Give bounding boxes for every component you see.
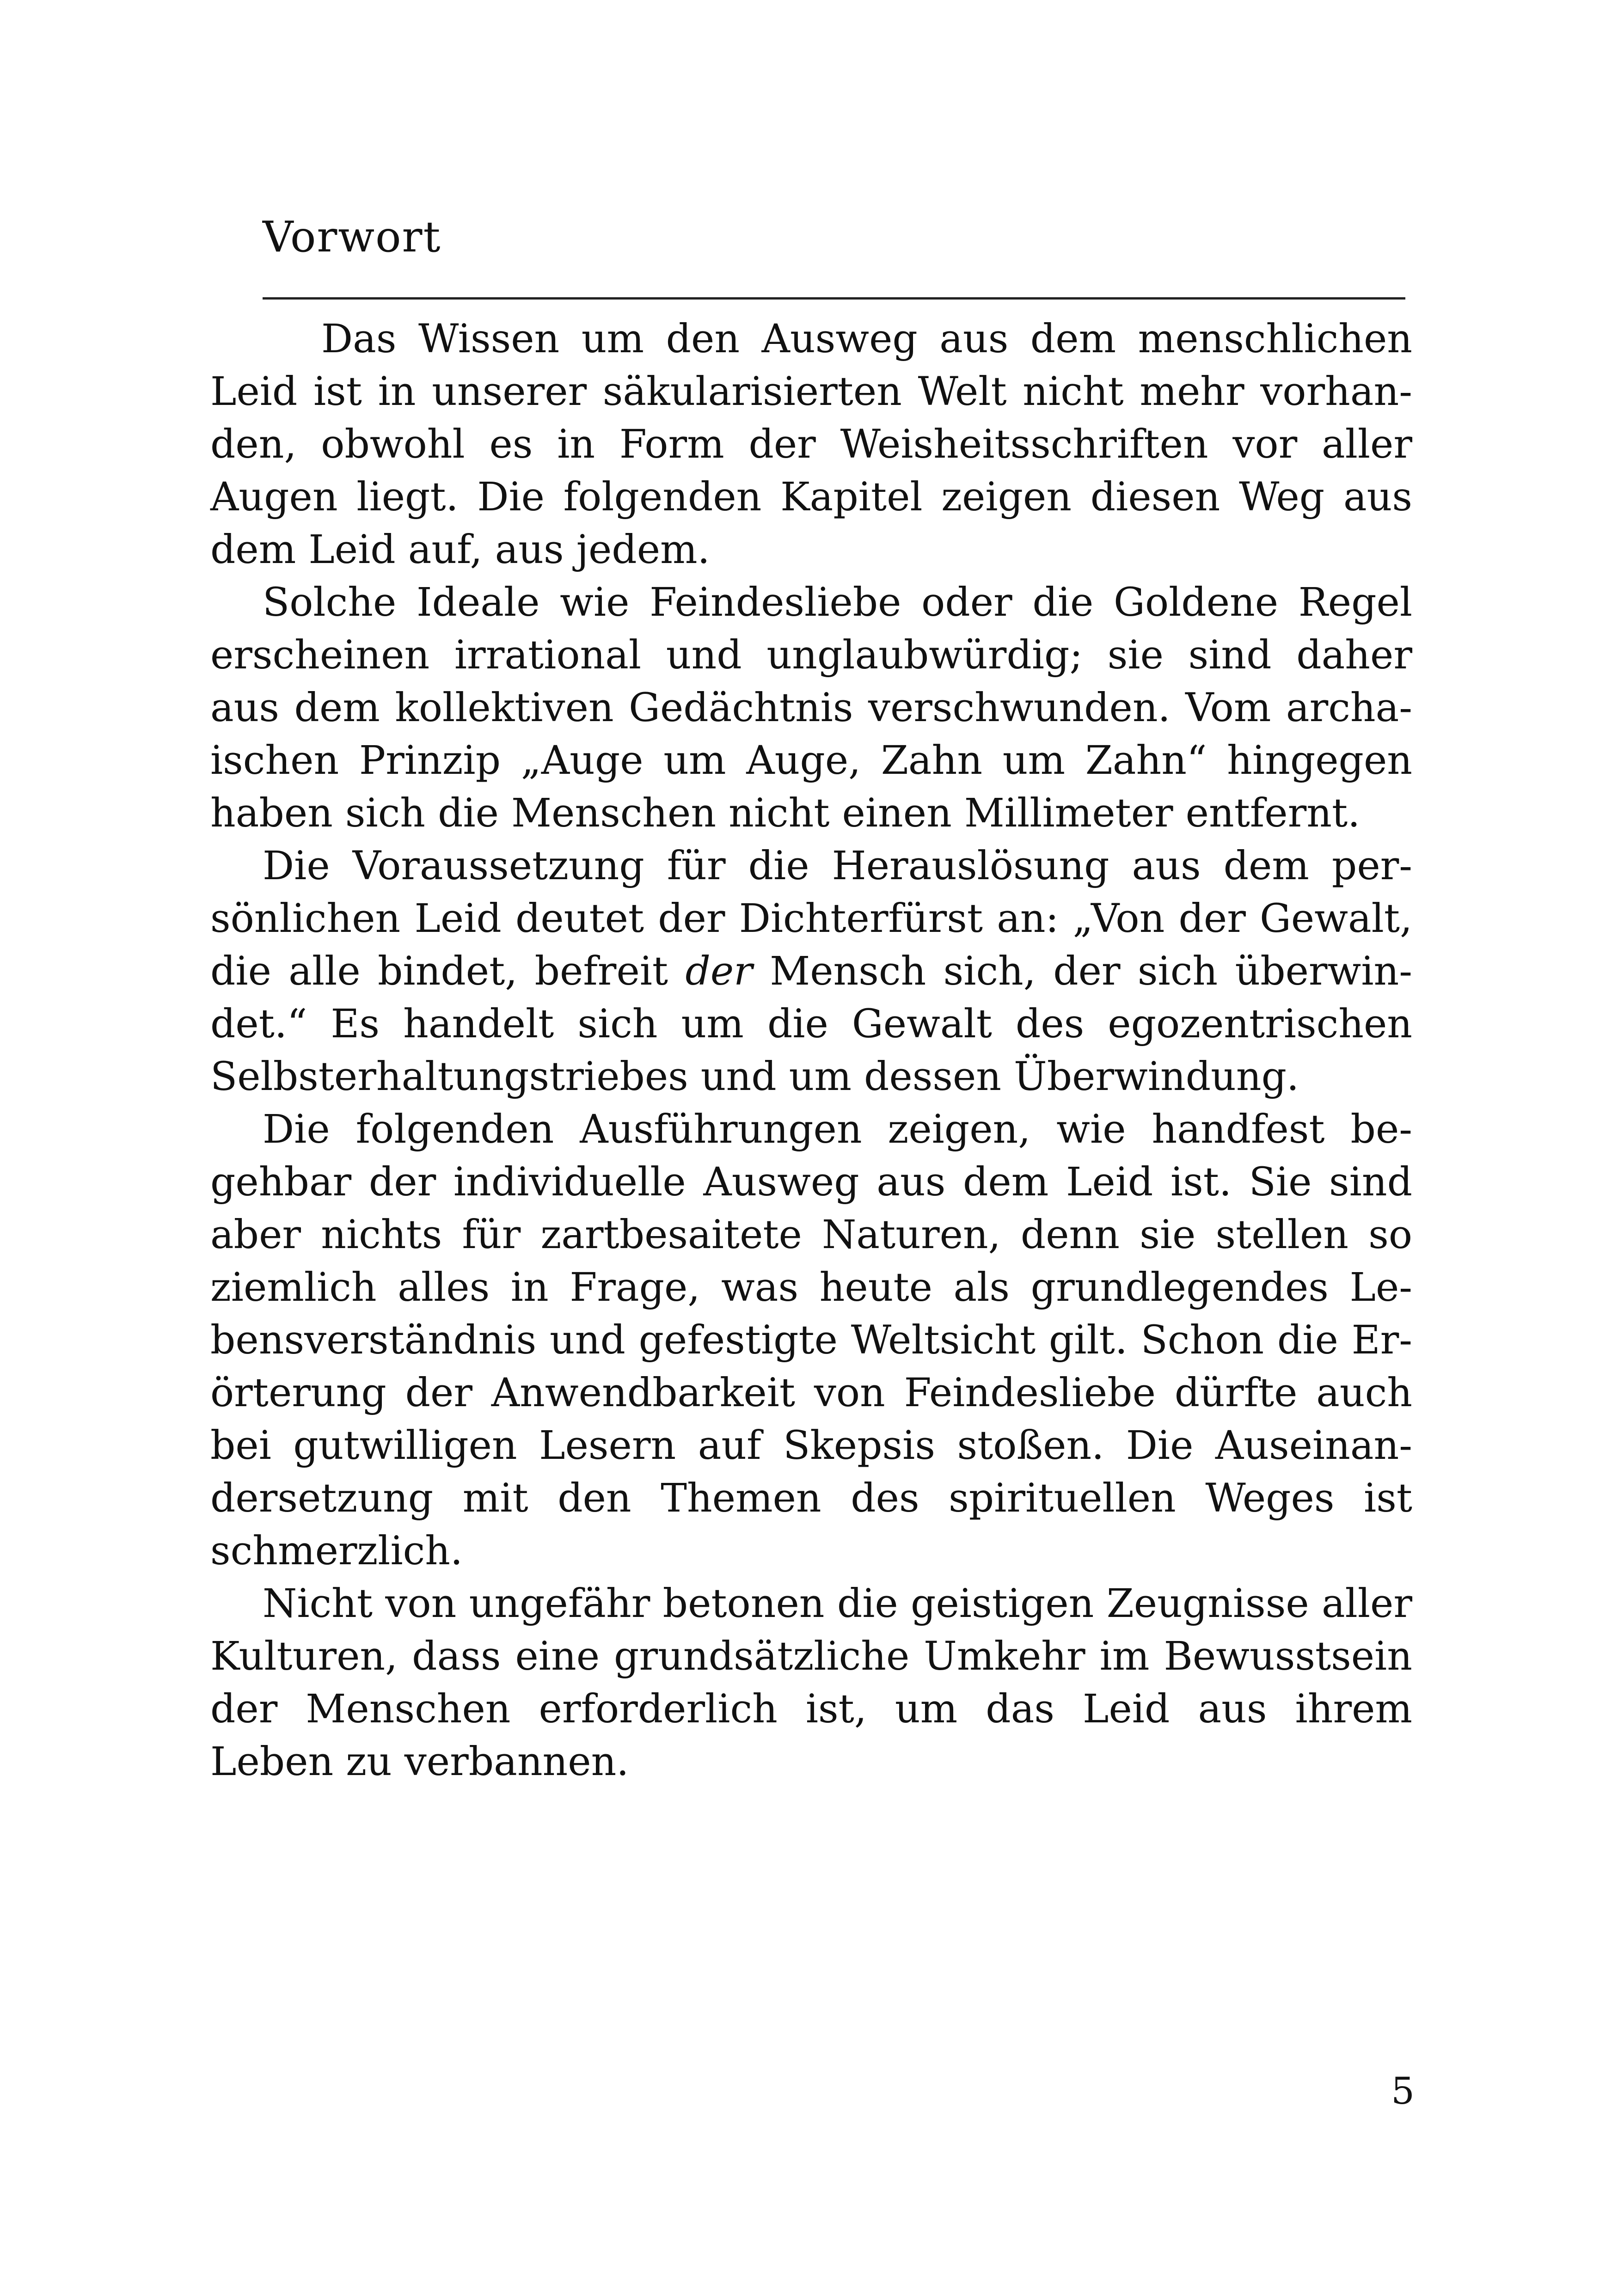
paragraph-5: Nicht von ungefähr betonen die geistigen Zeugnisse aller Kulturen, dass eine grundsätzliche Umkehr im Bewusstsein der Menschen erforderlich ist, um das Leid aus ihrem Leben zu verbannen.: [210, 1581, 1412, 1785]
paragraph-1: Das Wissen um den Ausweg aus dem menschlichen Leid ist in unserer säkularisierten Welt nicht mehr vorhanden, obwohl es in Form der Weisheitsschriften vor aller Augen liegt. Die folgenden Kapitel zeigen diesen Weg aus dem Leid auf, aus jedem.: [210, 316, 1412, 573]
paragraph-3: [210, 840, 1412, 1103]
paragraph-3-part-2: Mensch sich, der sich überwindet.“ Es handelt sich um die Gewalt des egozentrischen Selbsterhaltungstriebes und um dessen Überwindung.: [210, 949, 1412, 1100]
body-text: [210, 313, 1412, 1788]
chapter-heading: Vorwort: [263, 212, 441, 262]
paragraph-2: Solche Ideale wie Feindesliebe oder die Goldene Regel erscheinen irrational und unglaubwürdig; sie sind daher aus dem kollektiven Gedächtnis verschwunden. Vom archaischen Prinzip „Auge um Auge, Zahn um Zahn“ hingegen haben sich die Menschen nicht einen Millimeter entfernt.: [210, 580, 1412, 836]
heading-rule: [263, 297, 1405, 300]
paragraph-4: Die folgenden Ausführungen zeigen, wie handfest begehbar der individuelle Ausweg aus dem Leid ist. Sie sind aber nichts für zartbesaitete Naturen, denn sie stellen so ziemlich alles in Frage, was heute als grundlegendes Lebensverständnis und gefestigte Weltsicht gilt. Schon die Erörterung der Anwendbarkeit von Feindesliebe dürfte auch bei gutwilligen Lesern auf Skepsis stoßen. Die Auseinandersetzung mit den Themen des spirituellen Weges ist schmerzlich.: [210, 1107, 1412, 1574]
page-number: 5: [1391, 2069, 1415, 2112]
paragraph-3-part-1: Die Voraussetzung für die Herauslösung aus dem persönlichen Leid deutet der Dichterfürst an: „Von der Gewalt, die alle bindet, befreit: [210, 843, 1412, 994]
paragraph-3-emphasis: der: [685, 949, 753, 994]
